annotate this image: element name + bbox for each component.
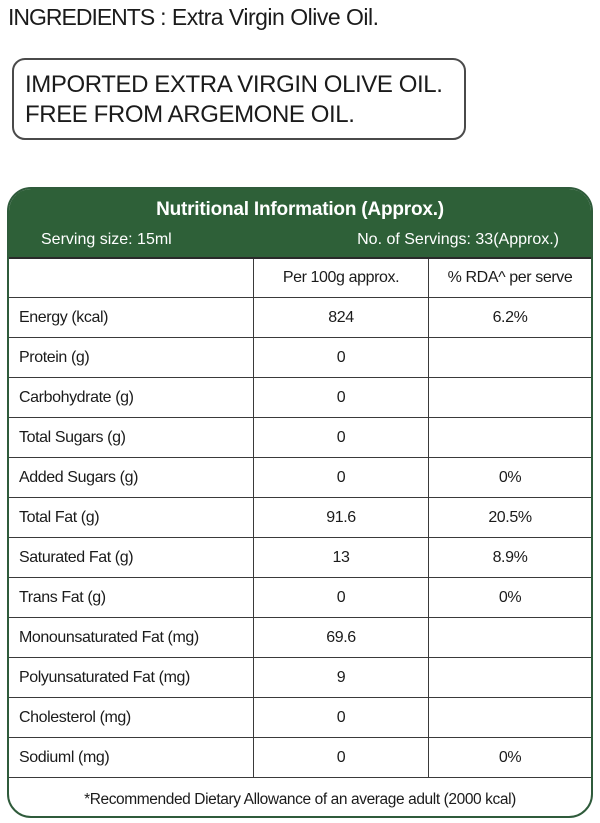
ingredients-value: Extra Virgin Olive Oil. [171,4,379,30]
per-100g-value: 0 [254,458,429,498]
table-row [9,738,591,778]
ingredients-label: INGREDIENTS [8,4,155,30]
rda-value: 0% [429,458,592,498]
rda-value [429,378,592,418]
column-header-nutrient [9,259,254,298]
footnote-row [9,778,591,819]
table-row [9,578,591,618]
nutrition-panel [7,187,593,818]
nutrient-name: Total Sugars (g) [9,418,254,458]
per-100g-value: 0 [254,338,429,378]
table-row [9,658,591,698]
table-header-row [9,259,591,298]
nutrient-name: Polyunsaturated Fat (mg) [9,658,254,698]
nutrient-name: Monounsaturated Fat (mg) [9,618,254,658]
ingredients-line [8,4,379,31]
rda-value: 8.9% [429,538,592,578]
table-row [9,698,591,738]
per-100g-value: 69.6 [254,618,429,658]
table-row [9,378,591,418]
rda-value [429,338,592,378]
per-100g-value: 0 [254,418,429,458]
rda-value [429,418,592,458]
nutrient-name: Protein (g) [9,338,254,378]
nutrient-name: Saturated Fat (g) [9,538,254,578]
per-100g-value: 0 [254,578,429,618]
column-header-rda: % RDA^ per serve [429,259,592,298]
servings-count: No. of Servings: 33(Approx.) [357,231,559,248]
notice-line-1: IMPORTED EXTRA VIRGIN OLIVE OIL. [25,71,443,98]
nutrient-name: Carbohydrate (g) [9,378,254,418]
column-header-per-100g: Per 100g approx. [254,259,429,298]
table-row [9,458,591,498]
table-row [9,498,591,538]
per-100g-value: 0 [254,738,429,778]
table-row [9,298,591,338]
table-row [9,338,591,378]
rda-value: 20.5% [429,498,592,538]
rda-value [429,698,592,738]
table-row [9,418,591,458]
nutrient-name: Added Sugars (g) [9,458,254,498]
notice-line-2: FREE FROM ARGEMONE OIL. [25,101,355,128]
rda-value: 6.2% [429,298,592,338]
per-100g-value: 91.6 [254,498,429,538]
rda-value [429,658,592,698]
per-100g-value: 824 [254,298,429,338]
nutrient-name: Energy (kcal) [9,298,254,338]
per-100g-value: 0 [254,378,429,418]
table-row [9,618,591,658]
table-row [9,538,591,578]
ingredients-separator: : [154,4,172,30]
nutrient-name: Sodiuml (mg) [9,738,254,778]
per-100g-value: 0 [254,698,429,738]
nutrient-name: Total Fat (g) [9,498,254,538]
notice-box [12,58,466,140]
rda-value: 0% [429,738,592,778]
nutrition-header [9,189,591,259]
footnote: *Recommended Dietary Allowance of an average adult (2000 kcal) [9,778,591,819]
rda-value: 0% [429,578,592,618]
per-100g-value: 9 [254,658,429,698]
nutrition-title: Nutritional Information (Approx.) [156,199,444,220]
serving-size: Serving size: 15ml [41,231,172,248]
nutrient-name: Trans Fat (g) [9,578,254,618]
nutrient-name: Cholesterol (mg) [9,698,254,738]
per-100g-value: 13 [254,538,429,578]
nutrition-table [9,259,591,818]
rda-value [429,618,592,658]
